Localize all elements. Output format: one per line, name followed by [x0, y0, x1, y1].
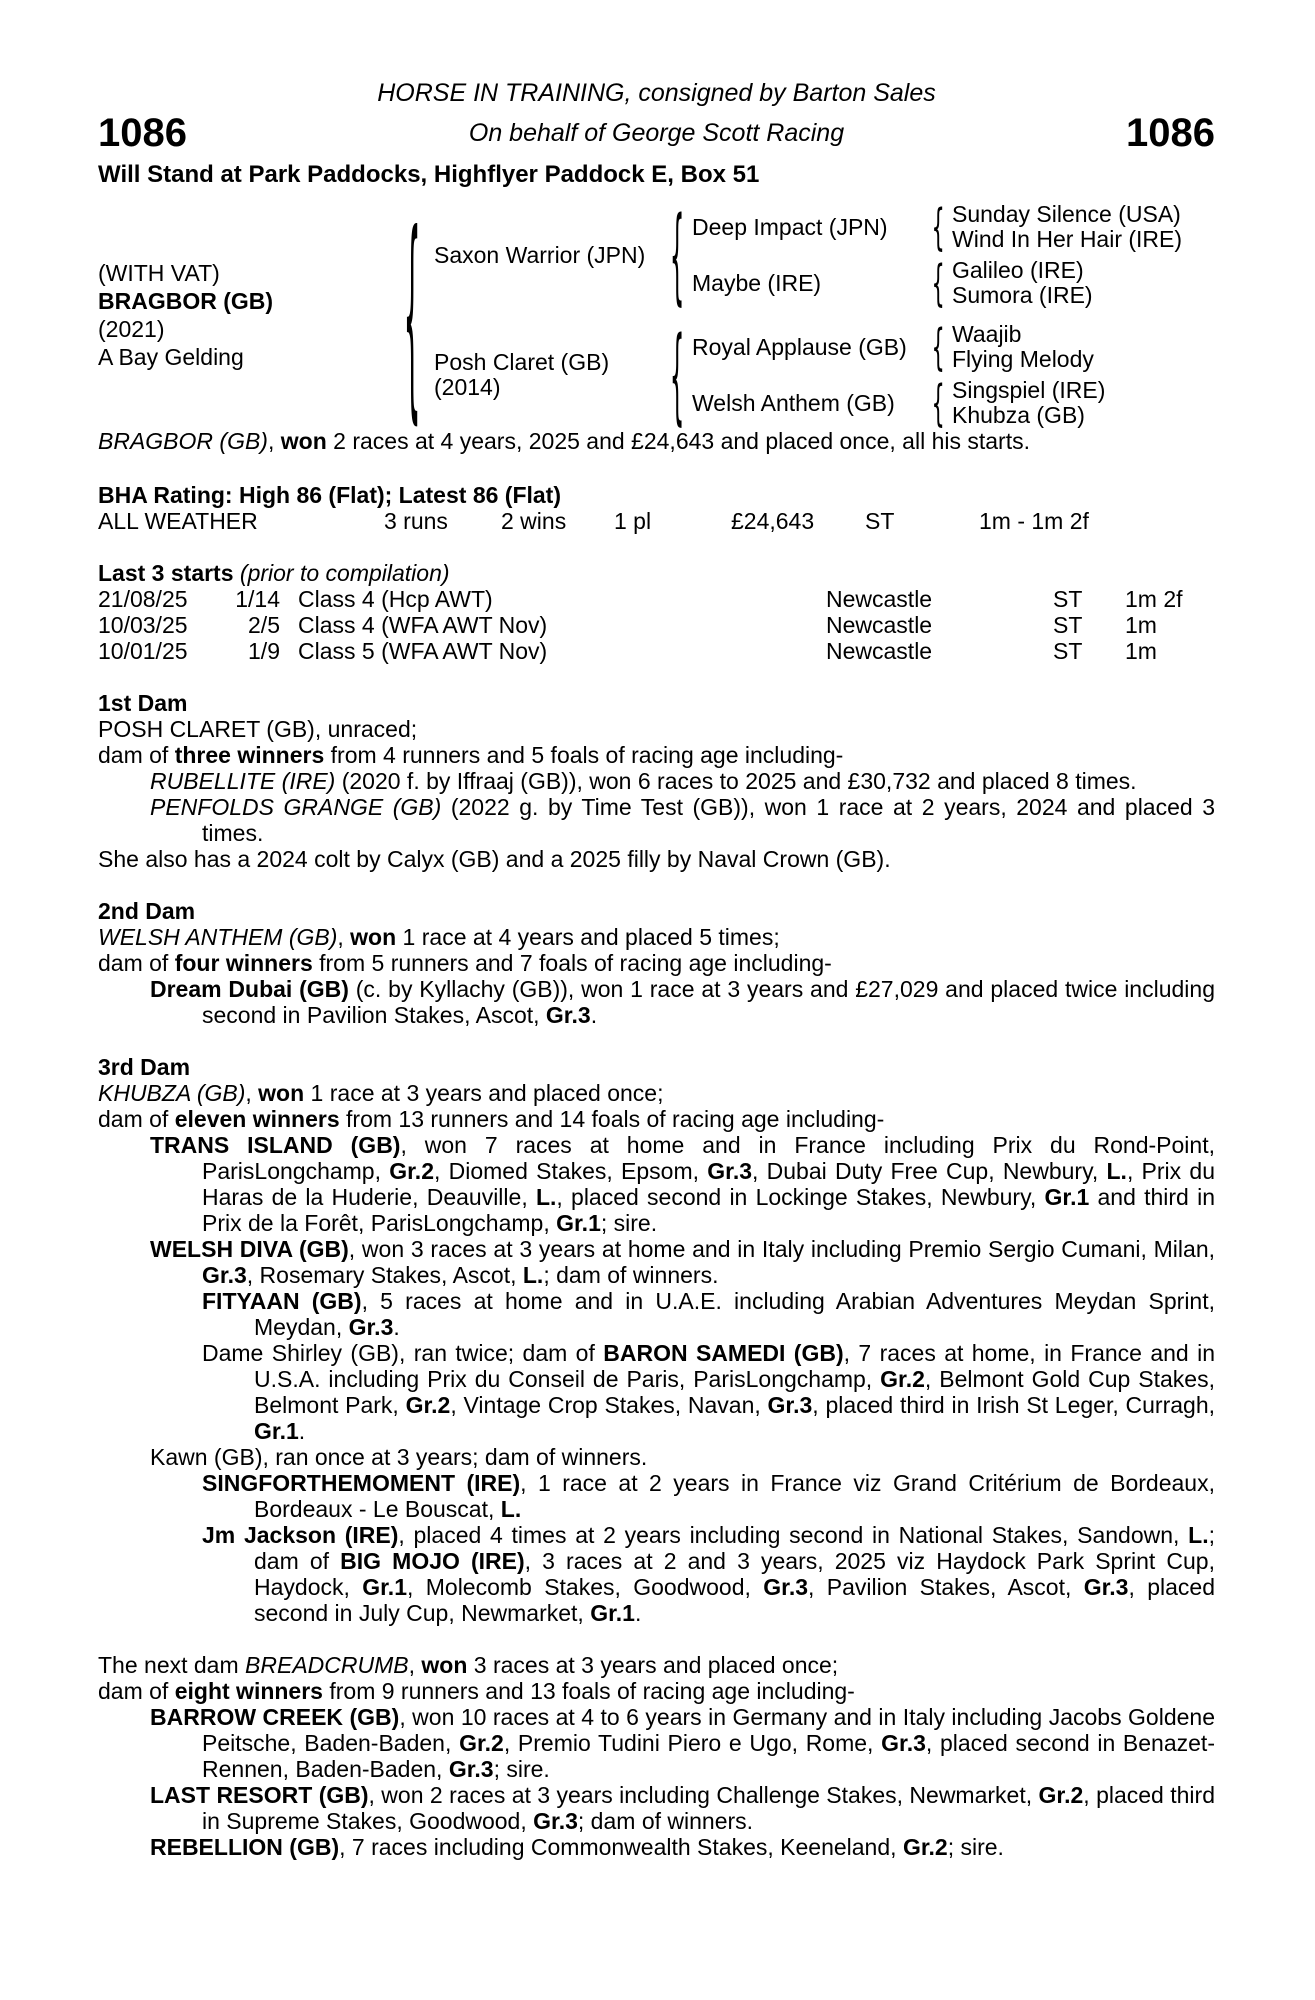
- dam-brace-icon: {: [669, 314, 685, 436]
- dam-grandparents: [692, 318, 1106, 432]
- sire-name: Saxon Warrior (JPN): [434, 241, 646, 268]
- second-dam-section: [98, 898, 1215, 1028]
- dam-dam-brace-icon: {: [931, 374, 945, 432]
- start-position: 1/14: [235, 586, 280, 612]
- foaling-year: (2021): [98, 316, 165, 342]
- dam-sire-sire-name: Waajib: [952, 321, 1022, 347]
- start-row: [98, 612, 1215, 638]
- stand-location-line: Will Stand at Park Paddocks, Highflyer Paddock E, Box 51: [98, 161, 760, 188]
- start-date: 10/03/25: [98, 612, 188, 638]
- sire-sire-dam-name: Wind In Her Hair (IRE): [952, 226, 1183, 252]
- progeny-entry: WELSH DIVA (GB), won 3 races at 3 years at home and in Italy including Premio Sergio Cumani, Milan, Gr.3, Rosemary Stakes, Ascot, L.; dam of winners.: [150, 1236, 1215, 1288]
- progeny-entry: SINGFORTHEMOMENT (IRE), 1 race at 2 years in France viz Grand Critérium de Bordeaux, Bordeaux - Le Bouscat, L.: [202, 1470, 1215, 1522]
- sire-dam-name: Maybe (IRE): [692, 269, 822, 296]
- next-dam-section: [98, 1652, 1215, 1860]
- dam-dam-sire-name: Singspiel (IRE): [952, 377, 1106, 403]
- progeny-entry: FITYAAN (GB), 5 races at home and in U.A.E. including Arabian Adventures Meydan Sprint, Meydan, Gr.3.: [202, 1288, 1215, 1340]
- start-race-class: Class 4 (Hcp AWT): [298, 586, 493, 612]
- start-position: 2/5: [248, 612, 280, 638]
- distance-range-value: 1m - 1m 2f: [979, 508, 1089, 534]
- runs-value: 3 runs: [384, 508, 448, 534]
- bha-rating-block: [98, 482, 1215, 534]
- start-distance: 1m: [1125, 612, 1157, 638]
- dam-produce-summary: dam of eleven winners from 13 runners and 14 foals of racing age including-: [98, 1106, 885, 1132]
- lot-header-row: [98, 110, 1215, 156]
- dam-dam-parents: [952, 378, 1105, 428]
- on-behalf-line: On behalf of George Scott Racing: [468, 119, 845, 147]
- dam-entry: POSH CLARET (GB), unraced;: [98, 716, 418, 742]
- dam-branch: [434, 314, 1182, 436]
- start-distance: 1m: [1125, 638, 1157, 664]
- dam-produce-summary: dam of eight winners from 9 runners and 13 foals of racing age including-: [98, 1678, 855, 1704]
- going-value: ST: [865, 508, 895, 534]
- dam-sire-brace-icon: {: [931, 318, 945, 376]
- progeny-entry: BARROW CREEK (GB), won 10 races at 4 to 6 years in Germany and in Italy including Jacobs Goldene Peitsche, Baden-Baden, Gr.2, Premio Tudini Piero e Ugo, Rome, Gr.3, placed second in Benazet-Rennen, Baden-Baden, Gr.3; sire.: [150, 1704, 1215, 1782]
- last-starts-block: [98, 560, 1215, 664]
- sire-dam-sire-name: Galileo (IRE): [952, 257, 1084, 283]
- start-position: 1/9: [248, 638, 280, 664]
- places-value: 1 pl: [614, 508, 652, 534]
- colour-sex: A Bay Gelding: [98, 344, 244, 370]
- progeny-entry: Jm Jackson (IRE), placed 4 times at 2 years including second in National Stakes, Sandown, L.; dam of BIG MOJO (IRE), 3 races at 2 and 3 years, 2025 viz Haydock Park Sprint Cup, Haydock, Gr.1, Molecomb Stakes, Goodwood, Gr.3, Pavilion Stakes, Ascot, Gr.3, placed second in July Cup, Newmarket, Gr.1.: [202, 1522, 1216, 1626]
- vat-note: (WITH VAT): [98, 260, 220, 286]
- dam-dam-dam-name: Khubza (GB): [952, 402, 1085, 428]
- bha-rating-line: BHA Rating: High 86 (Flat); Latest 86 (Flat): [98, 482, 561, 508]
- start-distance: 1m 2f: [1125, 586, 1183, 612]
- sire-sire-branch: [692, 198, 1183, 256]
- dam-year: (2014): [434, 374, 501, 400]
- sire-dam-dam-name: Sumora (IRE): [952, 282, 1093, 308]
- sire-sire-brace-icon: {: [931, 198, 945, 256]
- start-date: 10/01/25: [98, 638, 188, 664]
- wins-value: 2 wins: [501, 508, 567, 534]
- sire-sire-parents: [952, 202, 1182, 252]
- sire-sire-sire-name: Sunday Silence (USA): [952, 201, 1181, 227]
- dam-sire-branch: [692, 318, 1105, 376]
- start-going: ST: [1053, 586, 1083, 612]
- start-course: Newcastle: [826, 612, 933, 638]
- start-course: Newcastle: [826, 638, 933, 664]
- start-row: [98, 638, 1215, 664]
- lot-number-right: 1086: [1126, 111, 1215, 155]
- sire-dam-branch: [692, 254, 1182, 312]
- progeny-entry: Dame Shirley (GB), ran twice; dam of BARON SAMEDI (GB), 7 races at home, in France and in U.S.A. including Prix du Conseil de Paris, ParisLongchamp, Gr.2, Belmont Gold Cup Stakes, Belmont Park, Gr.2, Vintage Crop Stakes, Navan, Gr.3, placed third in Irish St Leger, Curragh, Gr.1.: [202, 1340, 1215, 1444]
- progeny-entry: TRANS ISLAND (GB), won 7 races at home and in France including Prix du Rond-Point, ParisLongchamp, Gr.2, Diomed Stakes, Epsom, Gr.3, Dubai Duty Free Cup, Newbury, L., Prix du Haras de la Huderie, Deauville, L., placed second in Lockinge Stakes, Newbury, Gr.1 and third in Prix de la Forêt, ParisLongchamp, Gr.1; sire.: [150, 1132, 1215, 1236]
- earnings-value: £24,643: [731, 508, 815, 534]
- progeny-entry: LAST RESORT (GB), won 2 races at 3 years including Challenge Stakes, Newmarket, Gr.2, placed third in Supreme Stakes, Goodwood, Gr.3; dam of winners.: [150, 1782, 1215, 1834]
- sire-branch: [434, 194, 1183, 316]
- sire-grandparents: [692, 198, 1183, 312]
- start-going: ST: [1053, 638, 1083, 664]
- consignor-line: HORSE IN TRAINING, consigned by Barton Sales: [377, 79, 936, 107]
- start-row: [98, 586, 1215, 612]
- progeny-entry: REBELLION (GB), 7 races including Commonwealth Stakes, Keeneland, Gr.2; sire.: [150, 1834, 1004, 1860]
- pedigree-generations: [434, 194, 1183, 436]
- dam-entry: KHUBZA (GB), won 1 race at 3 years and placed once;: [98, 1080, 664, 1106]
- surface-label: ALL WEATHER: [98, 508, 258, 534]
- section-heading: 1st Dam: [98, 690, 188, 716]
- section-heading: 2nd Dam: [98, 898, 196, 924]
- dam-sire-parents: [952, 322, 1094, 372]
- sire-dam-parents: [952, 258, 1093, 308]
- horse-details: [98, 259, 390, 371]
- last-starts-title: Last 3 starts (prior to compilation): [98, 560, 450, 586]
- start-race-class: Class 4 (WFA AWT Nov): [298, 612, 548, 638]
- progeny-entry: RUBELLITE (IRE) (2020 f. by Iffraaj (GB)), won 6 races to 2025 and £30,732 and placed 8 times.: [150, 768, 1137, 794]
- start-course: Newcastle: [826, 586, 933, 612]
- start-going: ST: [1053, 612, 1083, 638]
- third-dam-section: [98, 1054, 1215, 1626]
- dam-name-block: [434, 350, 662, 400]
- pedigree-main-brace-icon: {: [403, 187, 421, 443]
- dam-produce-summary: dam of four winners from 5 runners and 7 foals of racing age including-: [98, 950, 832, 976]
- sire-brace-icon: {: [669, 194, 685, 316]
- dam-note: She also has a 2024 colt by Calyx (GB) and a 2025 filly by Naval Crown (GB).: [98, 846, 891, 872]
- race-record-summary: BRAGBOR (GB), won 2 races at 4 years, 2025 and £24,643 and placed once, all his starts.: [98, 428, 1030, 454]
- start-race-class: Class 5 (WFA AWT Nov): [298, 638, 548, 664]
- surface-record-row: [98, 508, 1215, 534]
- progeny-entry: PENFOLDS GRANGE (GB) (2022 g. by Time Test (GB)), won 1 race at 2 years, 2024 and placed 3 times.: [150, 794, 1216, 846]
- first-dam-section: [98, 690, 1215, 872]
- section-heading: 3rd Dam: [98, 1054, 191, 1080]
- horse-name: BRAGBOR (GB): [98, 288, 274, 314]
- lot-number-left: 1086: [98, 111, 187, 155]
- sire-sire-name: Deep Impact (JPN): [692, 213, 888, 240]
- dam-name: Posh Claret (GB): [434, 349, 610, 375]
- progeny-entry: Dream Dubai (GB) (c. by Kyllachy (GB)), won 1 race at 3 years and £27,029 and placed twice including second in Pavilion Stakes, Ascot, Gr.3.: [150, 976, 1215, 1028]
- dam-dam-name: Welsh Anthem (GB): [692, 389, 895, 416]
- progeny-entry: Kawn (GB), ran once at 3 years; dam of winners.: [150, 1444, 648, 1470]
- dam-dam-branch: [692, 374, 1106, 432]
- dam-sire-name: Royal Applause (GB): [692, 333, 907, 360]
- dam-entry: WELSH ANTHEM (GB), won 1 race at 4 years and placed 5 times;: [98, 924, 780, 950]
- dam-sire-dam-name: Flying Melody: [952, 346, 1094, 372]
- dam-entry: The next dam BREADCRUMB, won 3 races at 3 years and placed once;: [98, 1652, 839, 1678]
- sire-dam-brace-icon: {: [931, 254, 945, 312]
- start-date: 21/08/25: [98, 586, 188, 612]
- dam-produce-summary: dam of three winners from 4 runners and 5 foals of racing age including-: [98, 742, 844, 768]
